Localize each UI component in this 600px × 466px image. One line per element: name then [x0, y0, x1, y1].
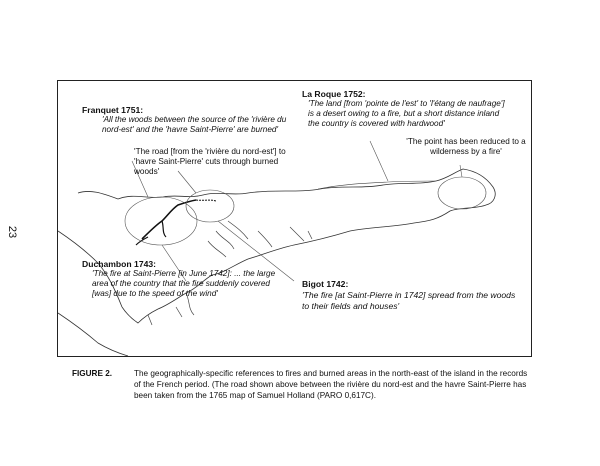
annotation-heading: Duchambon 1743: — [82, 259, 157, 269]
annotation-heading: Bigot 1742: — [302, 279, 349, 289]
annotation-heading: Franquet 1751: — [82, 105, 144, 115]
annotation-quote: 'The land [from 'pointe de l'est' to 'l'étang de naufrage'] is a desert owing to a fire, but a short distance inland the country is covered with hardwood' — [308, 99, 505, 128]
annotation-quote: 'The fire at Saint-Pierre [in June 1742]: ... the large area of the country that the fire suddenly covered [was] due to the speed of the wind' — [92, 269, 276, 298]
fire-area-circle — [186, 190, 234, 222]
caption-label: FIGURE 2. — [72, 369, 113, 378]
franquet-annotation — [82, 105, 302, 135]
fire-area-circle — [438, 177, 486, 209]
inlet — [208, 221, 312, 257]
duchambon-annotation — [82, 259, 292, 299]
north-shore — [78, 191, 118, 199]
leader-line — [460, 165, 462, 177]
la-roque-annotation — [302, 89, 518, 129]
annotation-quote: 'All the woods between the source of the 'rivière du nord-est' and the 'havre Saint-Pierre' are burned' — [102, 115, 287, 134]
map-figure — [57, 80, 532, 357]
annotation-heading: La Roque 1752: — [302, 89, 366, 99]
leader-line — [370, 141, 388, 181]
franquet-road-annotation: 'The road [from the 'rivière du nord-est'] to 'havre Saint-Pierre' cuts through burned woods' — [134, 147, 286, 176]
river — [142, 200, 196, 239]
bigot-annotation — [302, 279, 524, 312]
shore-lagoon — [318, 181, 436, 189]
south-coast — [58, 313, 128, 356]
river — [136, 221, 166, 245]
annotation-quote: 'The fire [at Saint-Pierre in 1742] spread from the woods to their fields and houses' — [302, 290, 516, 311]
la-roque-point-annotation: 'The point has been reduced to a wilderness by a fire' — [406, 137, 526, 156]
page-number: 23 — [6, 225, 19, 239]
road — [196, 200, 216, 201]
figure-caption — [72, 368, 528, 401]
caption-text: The geographically-specific references to fires and burned areas in the north-east of the island in the records of the French period. (The road shown above between the rivière du nord-est and the havre Saint-Pierre has been taken from the 1765 map of Samuel Holland (PARO 0,617C). — [134, 369, 528, 400]
